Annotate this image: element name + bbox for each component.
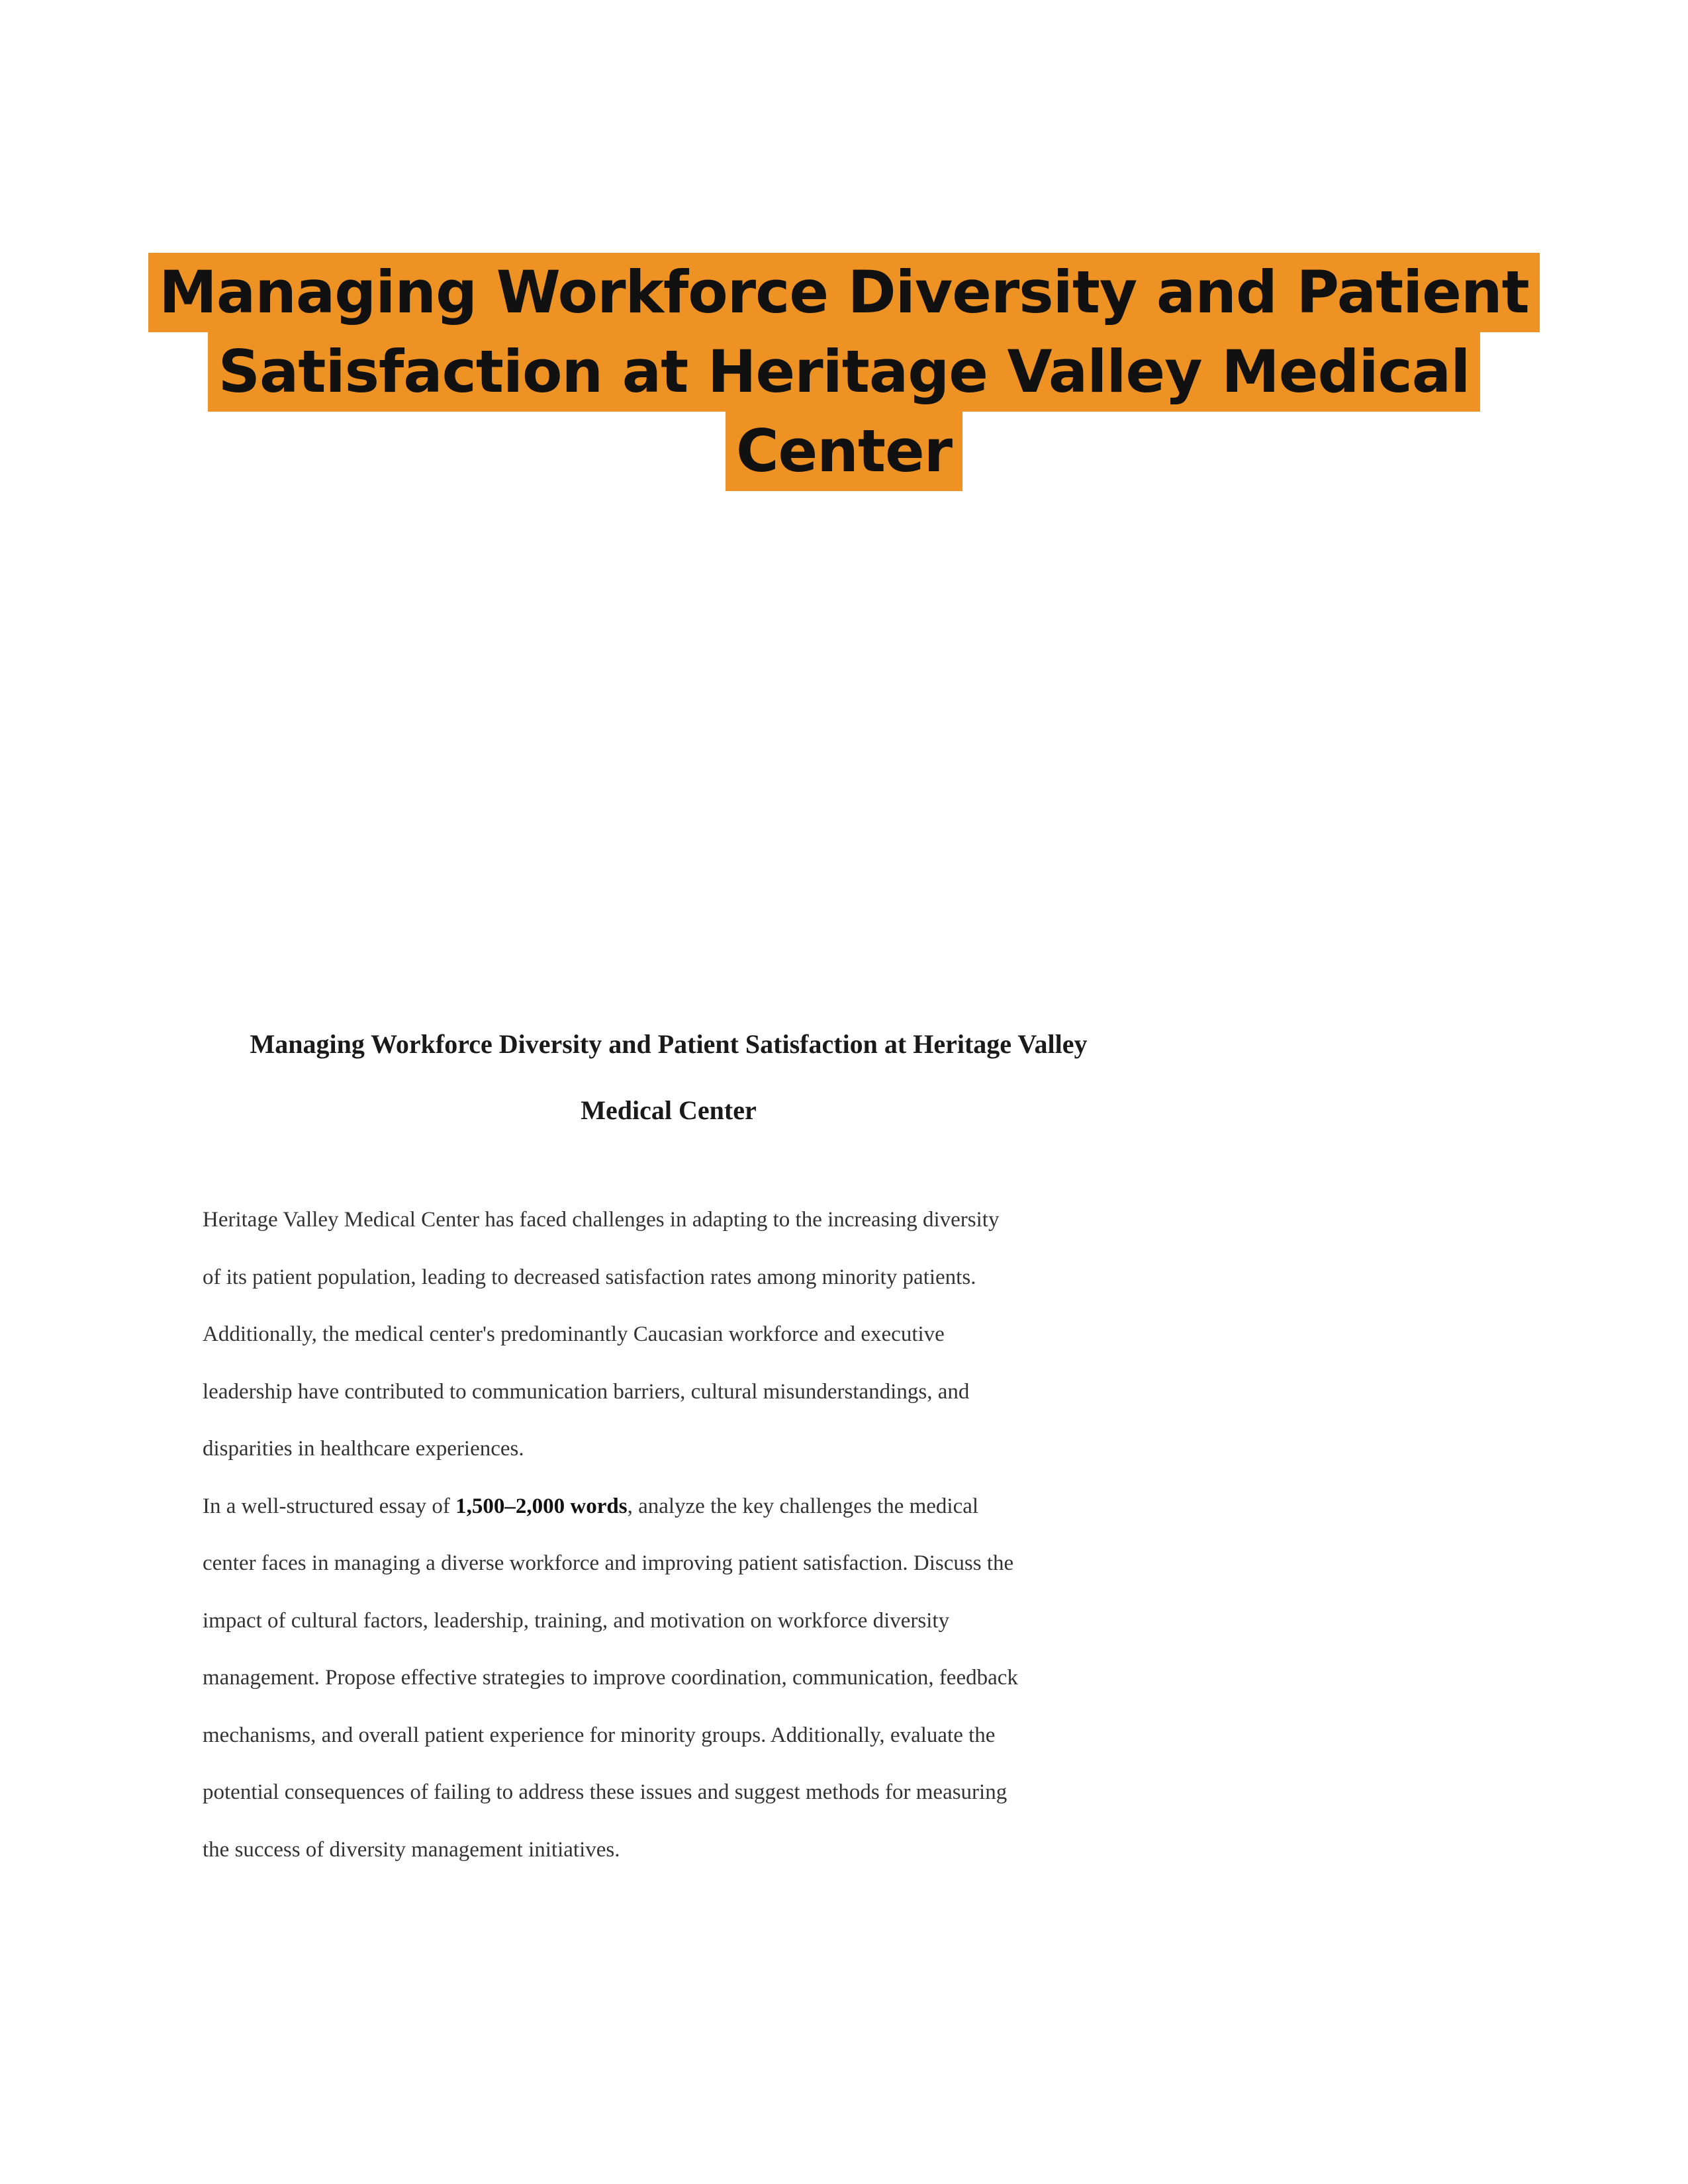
document-body bbox=[203, 1191, 1143, 1878]
paragraph-line: impact of cultural factors, leadership, training, and motivation on workforce diversity bbox=[203, 1608, 950, 1633]
banner-title-line-2: Satisfaction at Heritage Valley Medical bbox=[208, 332, 1481, 412]
paragraph-line: of its patient population, leading to decreased satisfaction rates among minority patients. bbox=[203, 1265, 976, 1289]
document-snapshot bbox=[199, 999, 1152, 1886]
banner-title-line-1: Managing Workforce Diversity and Patient bbox=[148, 253, 1539, 332]
paragraph-line: disparities in healthcare experiences. bbox=[203, 1437, 524, 1461]
document-title-line-2: Medical Center bbox=[581, 1095, 757, 1125]
paragraph-line: leadership have contributed to communication barriers, cultural misunderstandings, and bbox=[203, 1379, 970, 1404]
paragraph-line: management. Propose effective strategies to improve coordination, communication, feedback bbox=[203, 1666, 1018, 1690]
paragraph-line: Heritage Valley Medical Center has faced challenges in adapting to the increasing diversity bbox=[203, 1208, 1000, 1232]
paragraph-task bbox=[203, 1478, 1143, 1879]
paragraph-line bbox=[203, 1478, 1143, 1535]
document-title-line-1: Managing Workforce Diversity and Patient Satisfaction at Heritage Valley bbox=[250, 1029, 1088, 1059]
banner-title-line-3: Center bbox=[726, 412, 962, 491]
paragraph-line: center faces in managing a diverse workforce and improving patient satisfaction. Discuss the bbox=[203, 1551, 1014, 1575]
document-title bbox=[199, 1011, 1139, 1144]
word-count-emphasis: 1,500–2,000 words bbox=[455, 1494, 628, 1518]
banner-title bbox=[132, 253, 1556, 491]
paragraph-line: potential consequences of failing to address these issues and suggest methods for measuring bbox=[203, 1780, 1008, 1804]
paragraph-line: Additionally, the medical center's predominantly Caucasian workforce and executive bbox=[203, 1322, 945, 1346]
paragraph-line: the success of diversity management initiatives. bbox=[203, 1837, 620, 1862]
task-text-before: In a well-structured essay of bbox=[203, 1494, 456, 1518]
task-text-after: , analyze the key challenges the medical bbox=[627, 1494, 979, 1518]
paragraph-line: mechanisms, and overall patient experience for minority groups. Additionally, evaluate the bbox=[203, 1723, 996, 1747]
paragraph-intro bbox=[203, 1191, 1143, 1478]
